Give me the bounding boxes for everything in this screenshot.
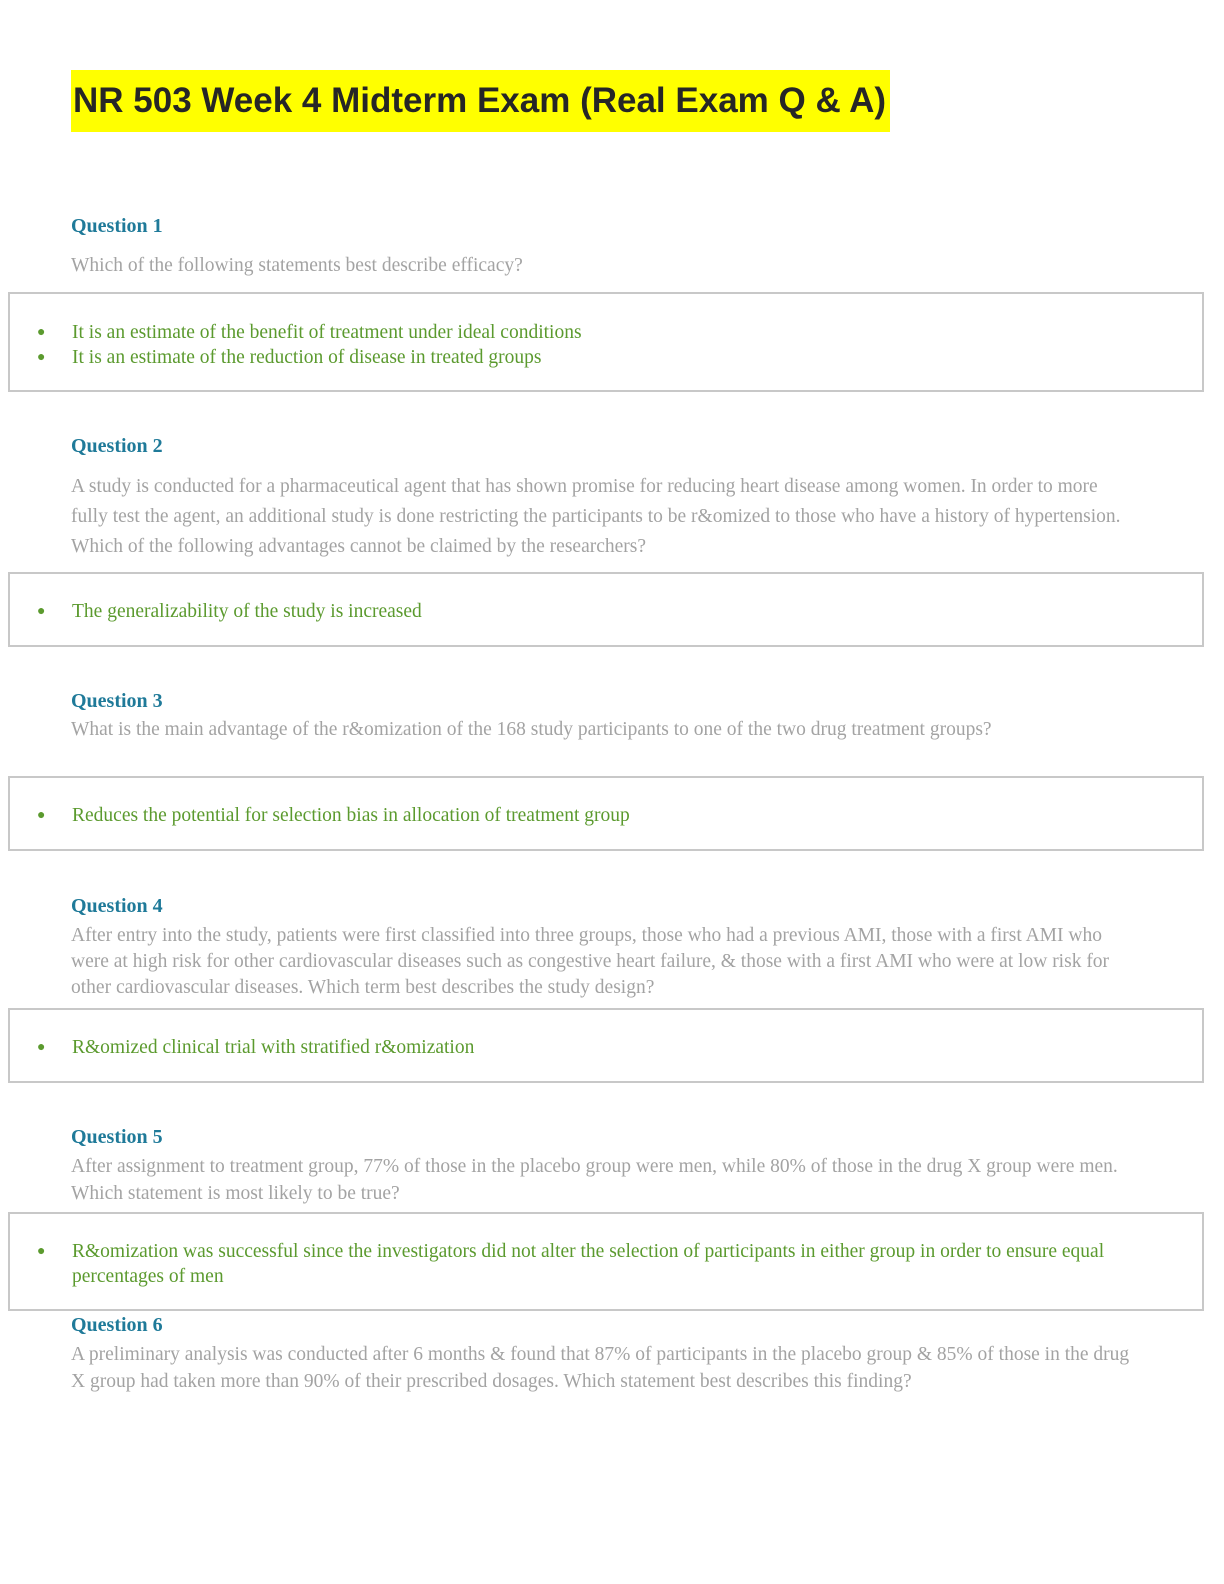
answer-item (37, 1239, 1142, 1289)
question-2-answer-box (8, 572, 1204, 647)
answer-text: The generalizability of the study is increased (72, 601, 422, 622)
question-5-answer-list (37, 1239, 1142, 1289)
question-2-text: A study is conducted for a pharmaceutical agent that has shown promise for reducing heart disease among women. In order to more fully test the agent, an additional study is done restricting the participants to be r&omized to those who have a history of hypertension. Which of the following advantages cannot be claimed by the researchers? (71, 476, 1121, 557)
answer-text: R&omized clinical trial with stratified r&omization (72, 1037, 475, 1058)
question-4-answer-box (8, 1008, 1204, 1083)
bullet-icon: ● (37, 1040, 46, 1055)
answer-item (37, 599, 1142, 624)
question-5-answer-box (8, 1212, 1204, 1311)
bullet-icon: ● (37, 350, 46, 365)
answer-item (37, 803, 1142, 828)
question-2-answer-list (37, 599, 1142, 624)
answer-item (37, 320, 1142, 345)
question-4-text: After entry into the study, patients were first classified into three groups, those who had a previous AMI, those with a first AMI who were at high risk for other cardiovascular diseases such as congestive heart failure, & those with a first AMI who were at low risk for other cardiovascular diseases. Which term best describes the study design? (71, 925, 1110, 998)
question-3-answer-list (37, 803, 1142, 828)
question-1-label: Question 1 (71, 215, 163, 237)
question-3-text: What is the main advantage of the r&omization of the 168 study participants to one of the two drug treatment groups? (71, 719, 992, 740)
question-4-label: Question 4 (71, 895, 163, 917)
answer-text: R&omization was successful since the investigators did not alter the selection of participants in either group in order to ensure equal percentages of men (72, 1241, 1105, 1287)
answer-item (37, 345, 1142, 370)
bullet-icon: ● (37, 808, 46, 823)
answer-text: Reduces the potential for selection bias in allocation of treatment group (72, 805, 630, 826)
question-5-label: Question 5 (71, 1126, 163, 1148)
question-5-text: After assignment to treatment group, 77% of those in the placebo group were men, while 80% of those in the drug X group were men. Which statement is most likely to be true? (71, 1156, 1118, 1204)
bullet-icon: ● (37, 1244, 46, 1259)
question-4-answer-list (37, 1035, 1142, 1060)
answer-text: It is an estimate of the reduction of disease in treated groups (72, 347, 542, 368)
question-3-label: Question 3 (71, 690, 163, 712)
question-1-text: Which of the following statements best describe efficacy? (71, 255, 523, 276)
question-1-answer-list (37, 320, 1142, 370)
document-title: NR 503 Week 4 Midterm Exam (Real Exam Q & A) (71, 70, 890, 132)
question-6-text: A preliminary analysis was conducted after 6 months & found that 87% of participants in the placebo group & 85% of those in the drug X group had taken more than 90% of their prescribed dosages. Which statement best describes this finding? (71, 1344, 1130, 1392)
answer-item (37, 1035, 1142, 1060)
bullet-icon: ● (37, 325, 46, 340)
answer-text: It is an estimate of the benefit of treatment under ideal conditions (72, 322, 582, 343)
bullet-icon: ● (37, 604, 46, 619)
question-2-label: Question 2 (71, 435, 163, 457)
question-3-answer-box (8, 776, 1204, 851)
question-6-label: Question 6 (71, 1314, 163, 1336)
question-1-answer-box (8, 292, 1204, 392)
